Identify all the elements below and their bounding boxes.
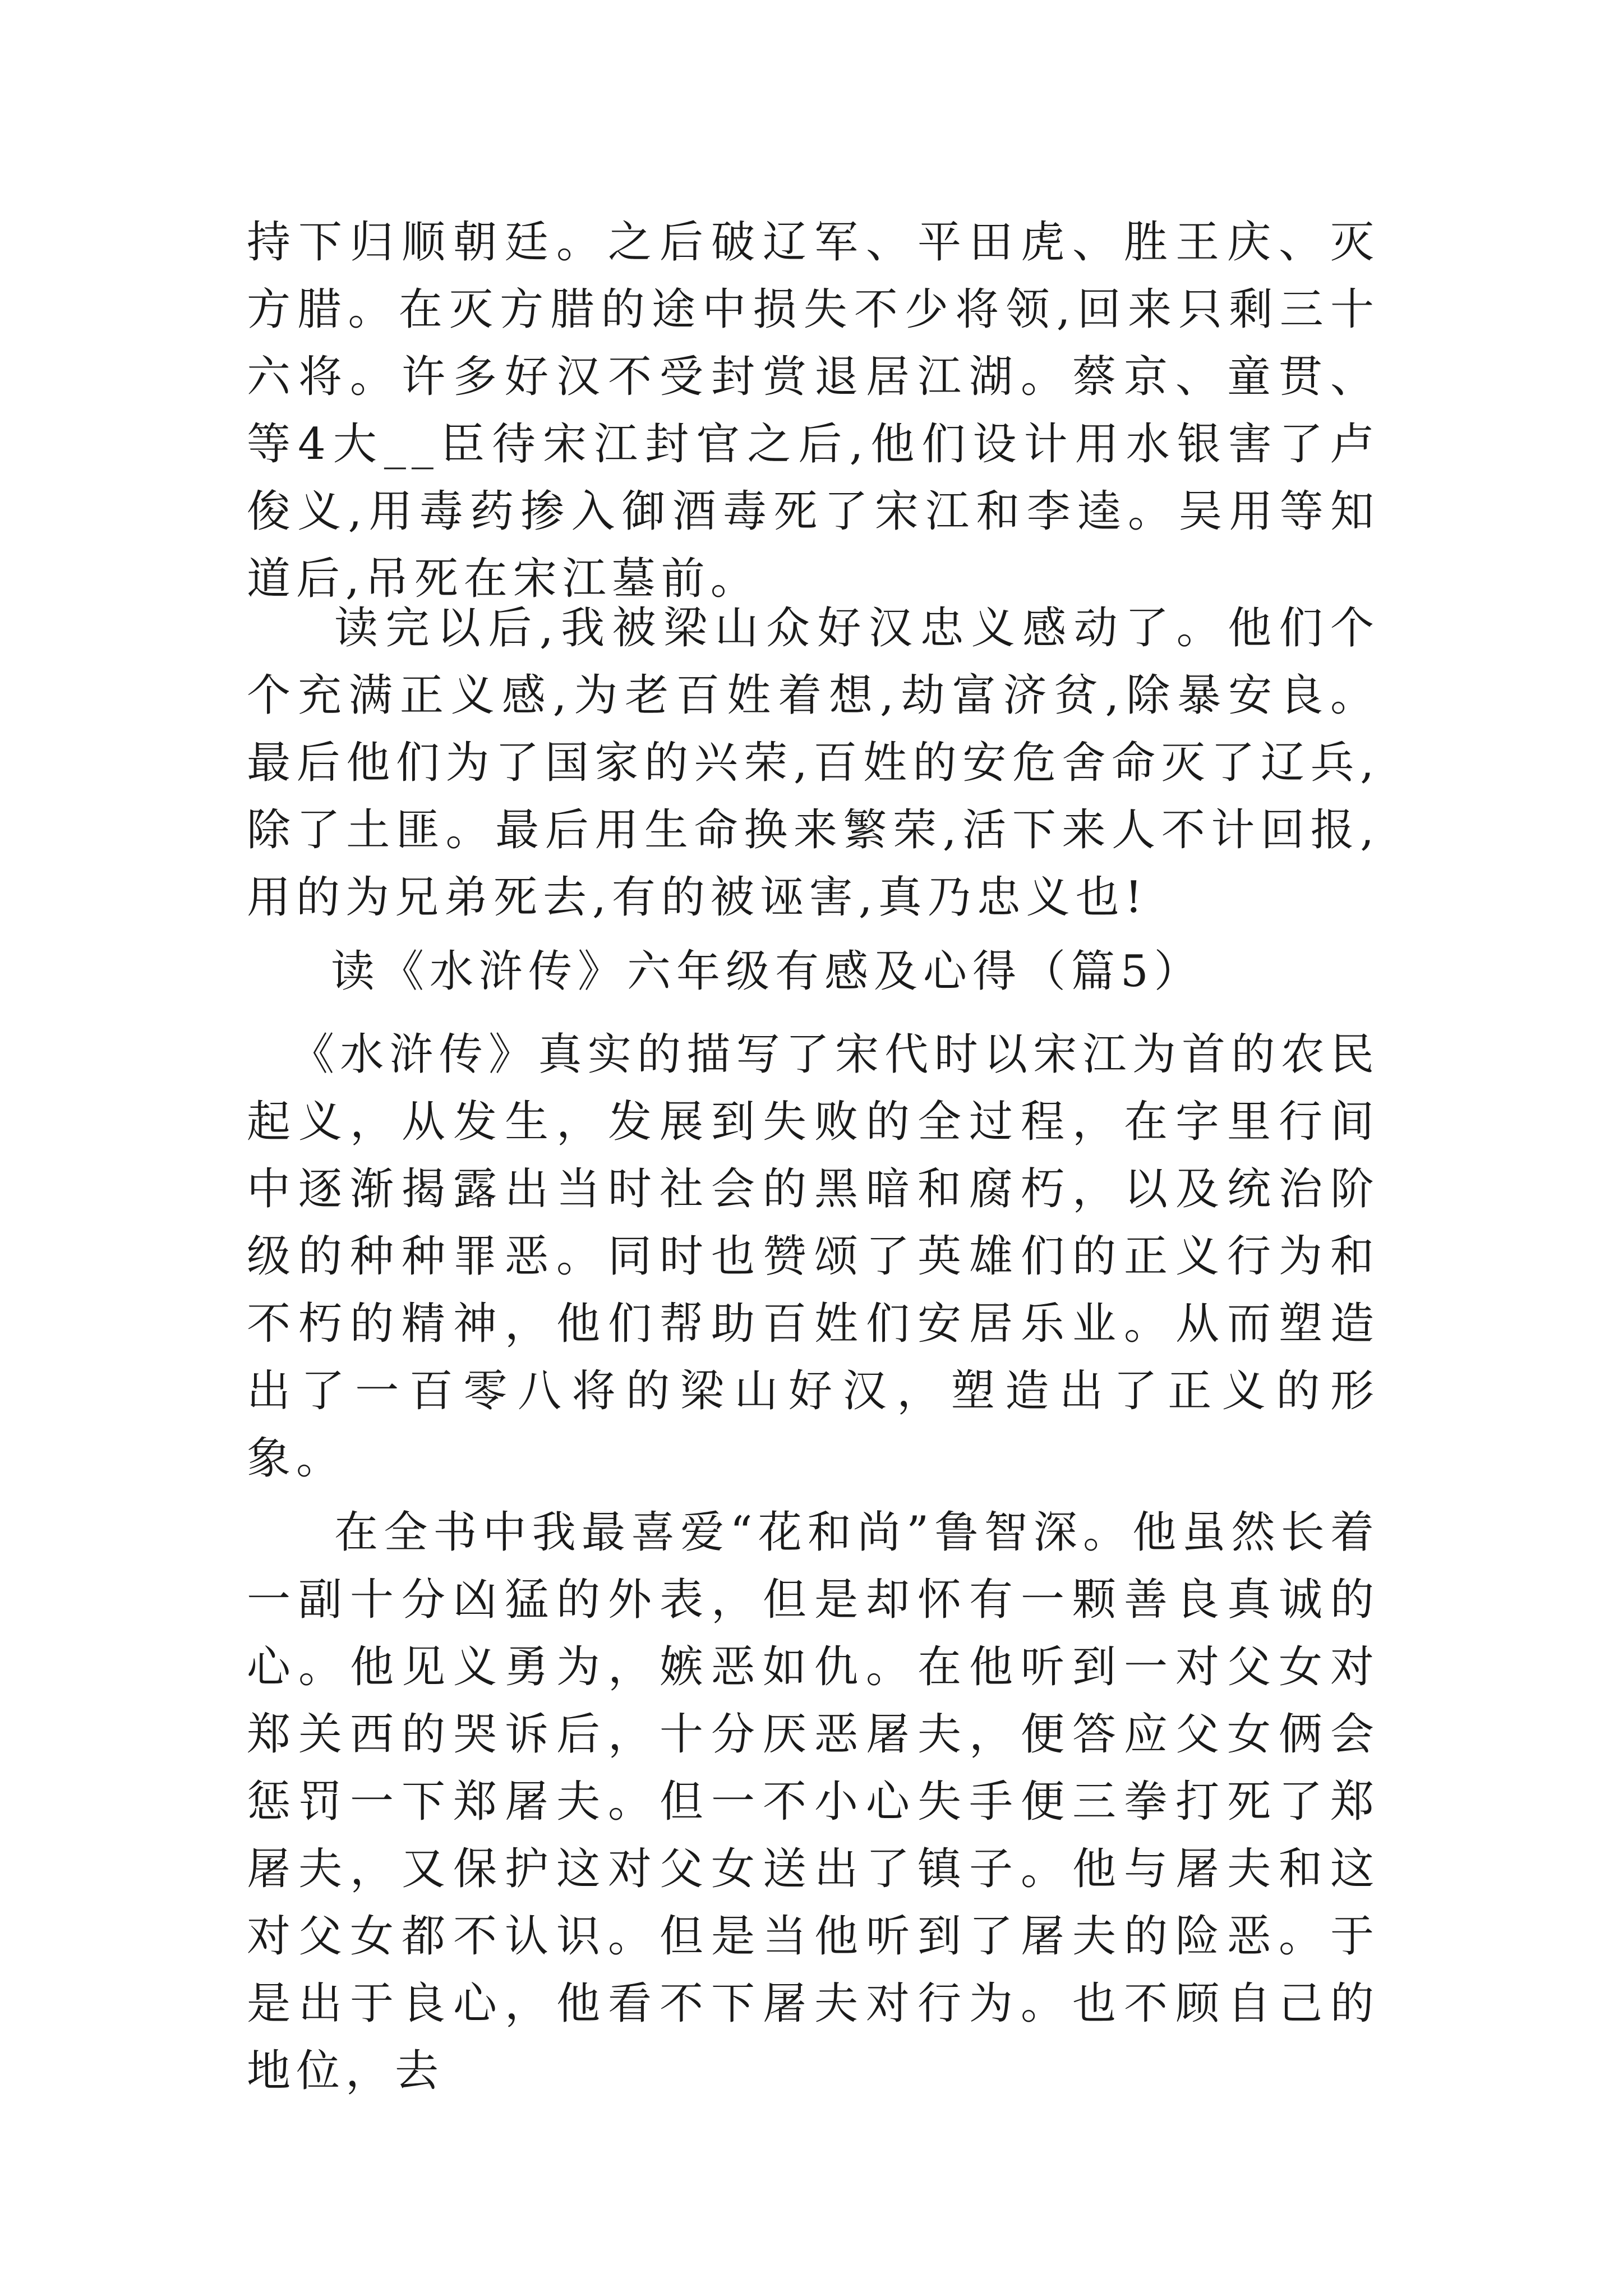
paragraph-reflection: 读完以后,我被梁山众好汉忠义感动了。他们个个充满正义感,为老百姓着想,劫富济贫,除暴安良。最后他们为了国家的兴荣,百姓的安危舍命灭了辽兵,除了土匪。最后用生命换来繁荣,活下来人不计回报,用的为兄弟死去,有的被诬害,真乃忠义也! (247, 603, 1380, 923)
paragraph-story-ending: 持下归顺朝廷。之后破辽军、平田虎、胜王庆、灭方腊。在灭方腊的途中损失不少将领,回来只剩三十六将。许多好汉不受封赏退居江湖。蔡京、童贯、等4大__臣待宋江封官之后,他们设计用水银害了卢俊义,用毒药掺入御酒毒死了宋江和李逵。吴用等知道后,吊死在宋江墓前。 (247, 217, 1380, 604)
paragraph-favorite-character: 在全书中我最喜爱“花和尚”鲁智深。他虽然长着一副十分凶猛的外表，但是却怀有一颗善良真诚的心。他见义勇为，嫉恶如仇。在他听到一对父女对郑关西的哭诉后，十分厌恶屠夫，便答应父女俩会惩罚一下郑屠夫。但一不小心失手便三拳打死了郑屠夫，又保护这对父女送出了镇子。他与屠夫和这对父女都不认识。但是当他听到了屠夫的险恶。于是出于良心，他看不下屠夫对行为。也不顾自己的地位，去 (247, 1507, 1380, 2096)
section-heading: 读《水浒传》六年级有感及心得（篇5） (331, 946, 1204, 997)
paragraph-book-summary: 《水浒传》真实的描写了宋代时以宋江为首的农民起义，从发生，发展到失败的全过程，在字里行间中逐渐揭露出当时社会的黑暗和腐朽，以及统治阶级的种种罪恶。同时也赞颂了英雄们的正义行为和不朽的精神，他们帮助百姓们安居乐业。从而塑造出了一百零八将的梁山好汉，塑造出了正义的形象。 (247, 1029, 1380, 1484)
